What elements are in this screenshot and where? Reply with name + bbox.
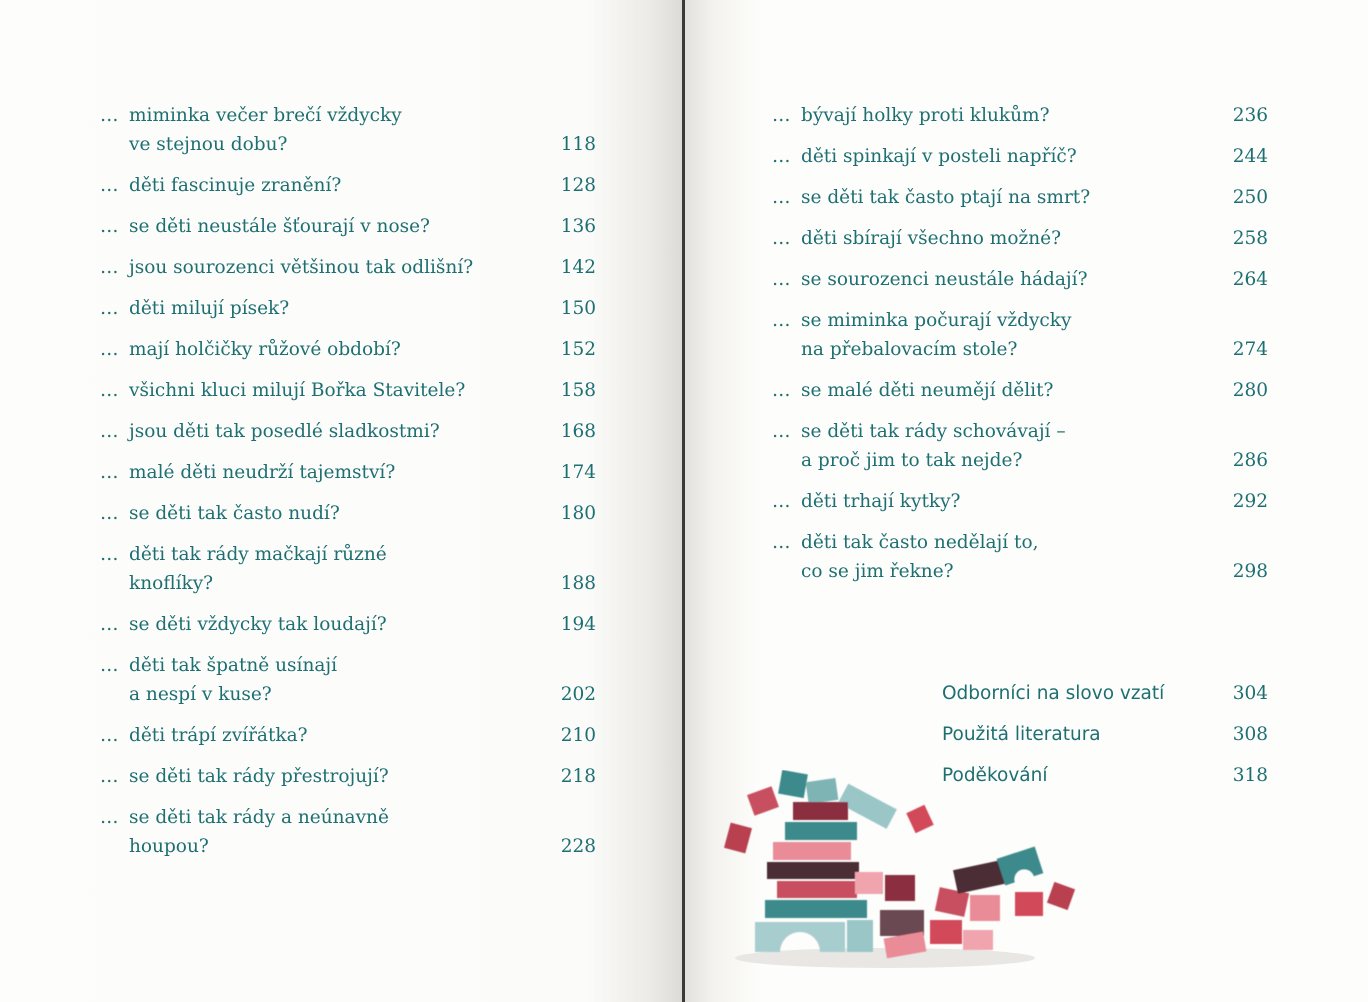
toc-entry [100,721,596,750]
toc-page-number: 280 [1232,380,1268,401]
toc-question [100,212,596,241]
ellipsis: … [100,175,119,196]
toc-page-number: 118 [560,134,596,155]
toc-entry [100,101,596,159]
toc-page-number: 292 [1232,491,1268,512]
toc-entry [100,651,596,709]
toc-entry [772,142,1268,171]
toc-question [100,417,596,446]
toc-question-line: ve stejnou dobu? [129,134,288,155]
ellipsis: … [100,766,119,787]
ellipsis: … [100,257,119,278]
toc-page-number: 158 [560,380,596,401]
toc-question [100,721,596,750]
toc-page-number: 228 [560,836,596,857]
toc-entry [772,265,1268,294]
toc-entry [100,540,596,598]
toc-question-line: miminka večer brečí vždycky [129,105,402,126]
toc-question [100,335,596,364]
ellipsis: … [100,807,119,828]
toc-question-line: děti tak často nedělají to, [801,532,1039,553]
toc-question [772,265,1268,294]
toc-page-number: 264 [1232,269,1268,290]
ellipsis: … [772,491,791,512]
toc-page-number: 174 [560,462,596,483]
toc-question [100,610,596,639]
toc-question [100,499,596,528]
toc-question [100,376,596,405]
toc-question [772,528,1268,586]
ellipsis: … [100,380,119,401]
toc-page-number: 286 [1232,450,1268,471]
toc-right-list [772,101,1268,598]
toc-question-line: knoflíky? [129,573,214,594]
toc-page-number: 136 [560,216,596,237]
toc-entry [100,499,596,528]
ellipsis: … [100,725,119,746]
toc-question-line: houpou? [129,836,209,857]
toc-question [772,224,1268,253]
appendix-title: Odborníci na slovo vzatí [942,683,1165,704]
toc-page-number: 244 [1232,146,1268,167]
ellipsis: … [100,339,119,360]
toc-question-line: se děti tak rády a neúnavně [129,807,389,828]
toc-page-number: 202 [560,684,596,705]
appendix-page-number: 318 [1232,765,1268,786]
ellipsis: … [100,298,119,319]
toc-question [772,183,1268,212]
toc-question [772,417,1268,475]
appendix-entry [942,679,1268,708]
appendix-title: Použitá literatura [942,724,1101,745]
toc-question [772,376,1268,405]
toc-question-line: děti spinkají v posteli napříč? [801,146,1077,167]
ellipsis: … [772,310,791,331]
toc-question-line: děti tak rády mačkají různé [129,544,387,565]
toc-page-number: 298 [1232,561,1268,582]
appendix-title: Poděkování [942,765,1048,786]
toc-question [100,803,596,861]
toc-left-list [100,101,596,873]
toc-question [100,101,596,159]
toc-question [100,171,596,200]
toc-entry [100,762,596,791]
ellipsis: … [100,614,119,635]
ellipsis: … [100,105,119,126]
toc-question-line: co se jim řekne? [801,561,954,582]
toc-page-number: 236 [1232,105,1268,126]
toc-page-number: 194 [560,614,596,635]
toc-page-number: 218 [560,766,596,787]
ellipsis: … [100,655,119,676]
ellipsis: … [772,421,791,442]
toc-entry [772,376,1268,405]
appendix-page-number: 304 [1232,683,1268,704]
toc-question [100,762,596,791]
toc-page-number: 128 [560,175,596,196]
toc-entry [772,224,1268,253]
toc-question-line: se děti tak často nudí? [129,503,340,524]
toc-entry [772,417,1268,475]
toc-entry [772,487,1268,516]
toc-question-line: se děti vždycky tak loudají? [129,614,387,635]
toc-entry [100,335,596,364]
toc-question [100,458,596,487]
toc-question-line: jsou sourozenci většinou tak odlišní? [129,257,474,278]
toc-entry [100,376,596,405]
ellipsis: … [772,105,791,126]
toc-question-line: děti tak špatně usínají [129,655,338,676]
toc-question-line: bývají holky proti klukům? [801,105,1050,126]
toc-question-line: děti trápí zvířátka? [129,725,308,746]
toc-entry [772,183,1268,212]
block-pile [880,847,1075,959]
book-gutter [682,0,685,1002]
toc-question [772,101,1268,130]
toc-page-number: 180 [560,503,596,524]
toc-page-number: 168 [560,421,596,442]
toc-question-line: se malé děti neumějí dělit? [801,380,1054,401]
toc-question [100,540,596,598]
toc-question-line: a proč jim to tak nejde? [801,450,1023,471]
ellipsis: … [100,421,119,442]
toc-question-line: se miminka počurají vždycky [801,310,1072,331]
toc-entry [100,212,596,241]
toc-entry [100,417,596,446]
toc-question-line: se děti neustále šťourají v nose? [129,216,430,237]
toc-question-line: děti sbírají všechno možné? [801,228,1061,249]
ellipsis: … [772,146,791,167]
appendix-entry [942,720,1268,749]
toc-page-number: 188 [560,573,596,594]
toc-question-line: se sourozenci neustále hádají? [801,269,1088,290]
toc-entry [100,610,596,639]
toc-question-line: jsou děti tak posedlé sladkostmi? [129,421,440,442]
ellipsis: … [772,269,791,290]
toc-question-line: se děti tak rády přestrojují? [129,766,389,787]
toc-question-line: a nespí v kuse? [129,684,272,705]
toc-question-line: mají holčičky růžové období? [129,339,401,360]
toc-page-number: 210 [560,725,596,746]
toc-entry [100,458,596,487]
toc-question-line: malé děti neudrží tajemství? [129,462,396,483]
toc-question-line: na přebalovacím stole? [801,339,1018,360]
ellipsis: … [100,462,119,483]
toc-page-number: 150 [560,298,596,319]
toc-entry [100,803,596,861]
ellipsis: … [100,544,119,565]
toc-question-line: děti trhají kytky? [801,491,961,512]
toc-question-line: děti fascinuje zranění? [129,175,342,196]
toc-entry [772,528,1268,586]
toc-page-number: 258 [1232,228,1268,249]
toc-question [772,487,1268,516]
ellipsis: … [772,380,791,401]
toc-entry [100,253,596,282]
toc-entry [100,171,596,200]
ellipsis: … [772,228,791,249]
toc-entry [772,306,1268,364]
ellipsis: … [772,532,791,553]
toc-entry [100,294,596,323]
toc-page-number: 250 [1232,187,1268,208]
toc-question-line: se děti tak často ptají na smrt? [801,187,1091,208]
building-blocks-illustration [715,770,1095,970]
ellipsis: … [772,187,791,208]
toc-question [772,306,1268,364]
ellipsis: … [100,216,119,237]
toc-question [772,142,1268,171]
toc-question-line: děti milují písek? [129,298,290,319]
toc-entry [772,101,1268,130]
toc-question [100,253,596,282]
toc-page-number: 152 [560,339,596,360]
toc-page-number: 142 [560,257,596,278]
toc-question-line: všichni kluci milují Bořka Stavitele? [129,380,466,401]
toc-question [100,294,596,323]
toc-question [100,651,596,709]
appendix-page-number: 308 [1232,724,1268,745]
ellipsis: … [100,503,119,524]
toc-question-line: se děti tak rády schovávají – [801,421,1066,442]
toc-page-number: 274 [1232,339,1268,360]
